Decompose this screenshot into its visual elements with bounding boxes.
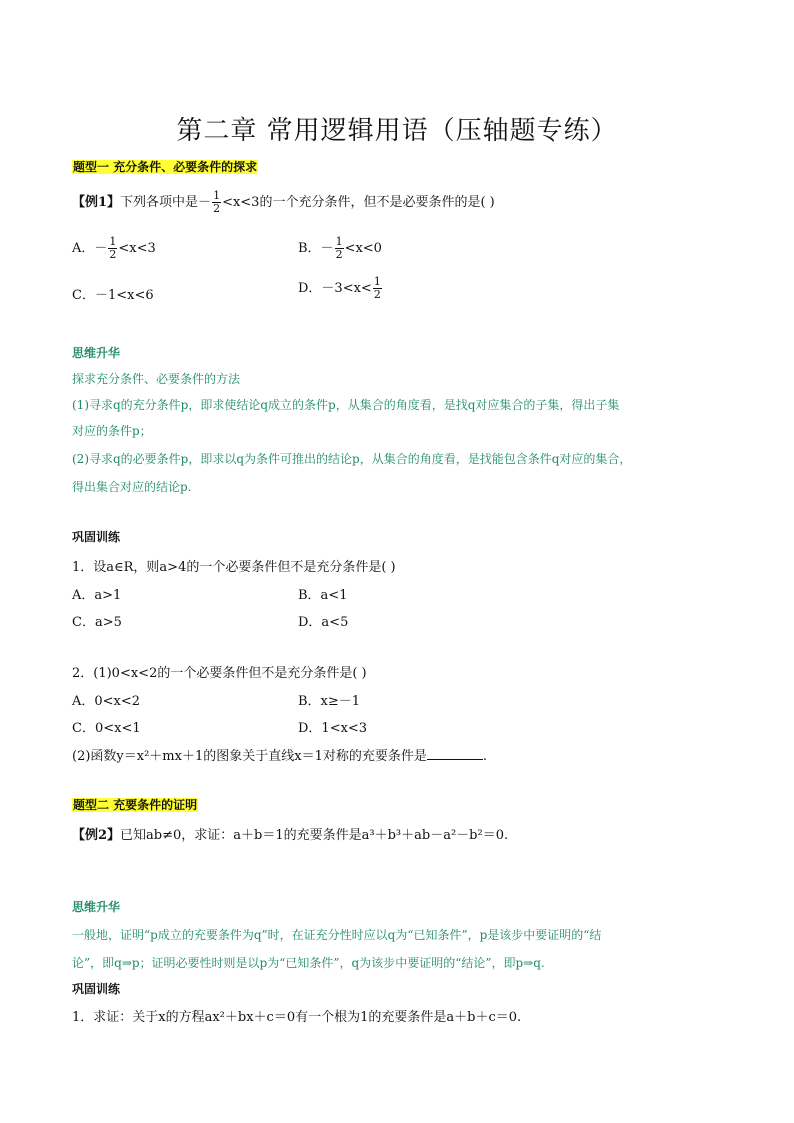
example-1 [72, 190, 495, 215]
practice-q1-option-c: C．a>5 [72, 615, 122, 630]
example-text: 已知ab≠0，求证：a＋b＝1的充要条件是a³＋b³＋ab－a²－b²＝0. [120, 828, 509, 843]
practice-q2-stem: 2．(1)0<x<2的一个必要条件但不是充分条件是( ) [72, 666, 367, 681]
practice-q2-option-c: C．0<x<1 [72, 721, 141, 736]
option-d-pre: D．－3<x< [298, 281, 372, 296]
thinking-line: 探求充分条件、必要条件的方法 [72, 372, 241, 386]
practice-q1-stem: 1．设a∈R，则a>4的一个必要条件但不是充分条件是( ) [72, 560, 396, 575]
option-b-pre: B．－ [298, 241, 334, 256]
part2-text: (2)函数y＝x²＋mx＋1的图象关于直线x＝1对称的充要条件是 [72, 749, 427, 764]
option-a [72, 236, 156, 261]
practice-q1-option-d: D．a<5 [298, 615, 349, 630]
example-label: 【例2】 [72, 828, 121, 843]
practice-heading: 巩固训练 [72, 982, 121, 996]
thinking-heading: 思维升华 [72, 900, 121, 914]
part2-end: . [482, 749, 487, 764]
option-d [298, 276, 383, 301]
numerator: 1 [213, 189, 221, 202]
fraction [108, 236, 117, 261]
practice-q1-option-b: B．a<1 [298, 588, 348, 603]
example-label: 【例1】 [72, 195, 121, 210]
thinking-line: 对应的条件p； [72, 424, 152, 438]
numerator: 1 [335, 235, 343, 248]
example-text-post: <x<3的一个充分条件，但不是必要条件的是( ) [222, 195, 495, 210]
section-tag-type2 [72, 796, 198, 813]
numerator: 1 [109, 235, 117, 248]
fraction [373, 276, 382, 301]
section-tag-text: 题型二 充要条件的证明 [73, 798, 198, 812]
example-2 [72, 824, 508, 843]
practice-q2-part2 [72, 745, 487, 764]
page-title: 第二章 常用逻辑用语（压轴题专练） [176, 116, 618, 146]
practice-heading: 巩固训练 [72, 530, 121, 544]
fraction [212, 190, 221, 215]
option-a-post: <x<3 [118, 241, 156, 256]
option-b-post: <x<0 [344, 241, 382, 256]
denominator: 2 [213, 202, 221, 215]
section-tag-text: 题型一 充分条件、必要条件的探求 [73, 160, 258, 174]
practice-q2-option-a: A．0<x<2 [72, 694, 141, 709]
option-a-pre: A．－ [72, 241, 108, 256]
thinking-heading: 思维升华 [72, 346, 121, 360]
section-tag-type1 [72, 158, 258, 175]
practice-q2-option-d: D．1<x<3 [298, 721, 368, 736]
denominator: 2 [109, 248, 117, 261]
answer-blank[interactable] [427, 747, 483, 760]
thinking-line: 论”，即q⇒p；证明必要性时则是以p为“已知条件”，q为该步中要证明的“结论”，即p⇒q. [72, 956, 545, 970]
practice-q1: 1．求证：关于x的方程ax²＋bx＋c＝0有一个根为1的充要条件是a＋b＋c＝0. [72, 1010, 522, 1025]
practice-q2-option-b: B．x≥－1 [298, 694, 361, 709]
fraction [335, 236, 344, 261]
thinking-line: (1)寻求q的充分条件p，即求使结论q成立的条件p，从集合的角度看，是找q对应集合的子集，得出子集 [72, 398, 620, 412]
thinking-line: (2)寻求q的必要条件p，即求以q为条件可推出的结论p，从集合的角度看，是找能包含条件q对应的集合， [72, 452, 632, 466]
practice-q1-option-a: A．a>1 [72, 588, 122, 603]
example-text-pre: 下列各项中是－ [120, 195, 212, 210]
denominator: 2 [373, 288, 381, 301]
option-b [298, 236, 382, 261]
thinking-line: 一般地，证明“p成立的充要条件为q”时，在证充分性时应以q为“已知条件”，p是该步中要证明的“结 [72, 928, 602, 942]
option-c: C．－1<x<6 [72, 288, 154, 303]
numerator: 1 [373, 275, 381, 288]
thinking-line: 得出集合对应的结论p. [72, 480, 192, 494]
denominator: 2 [335, 248, 343, 261]
